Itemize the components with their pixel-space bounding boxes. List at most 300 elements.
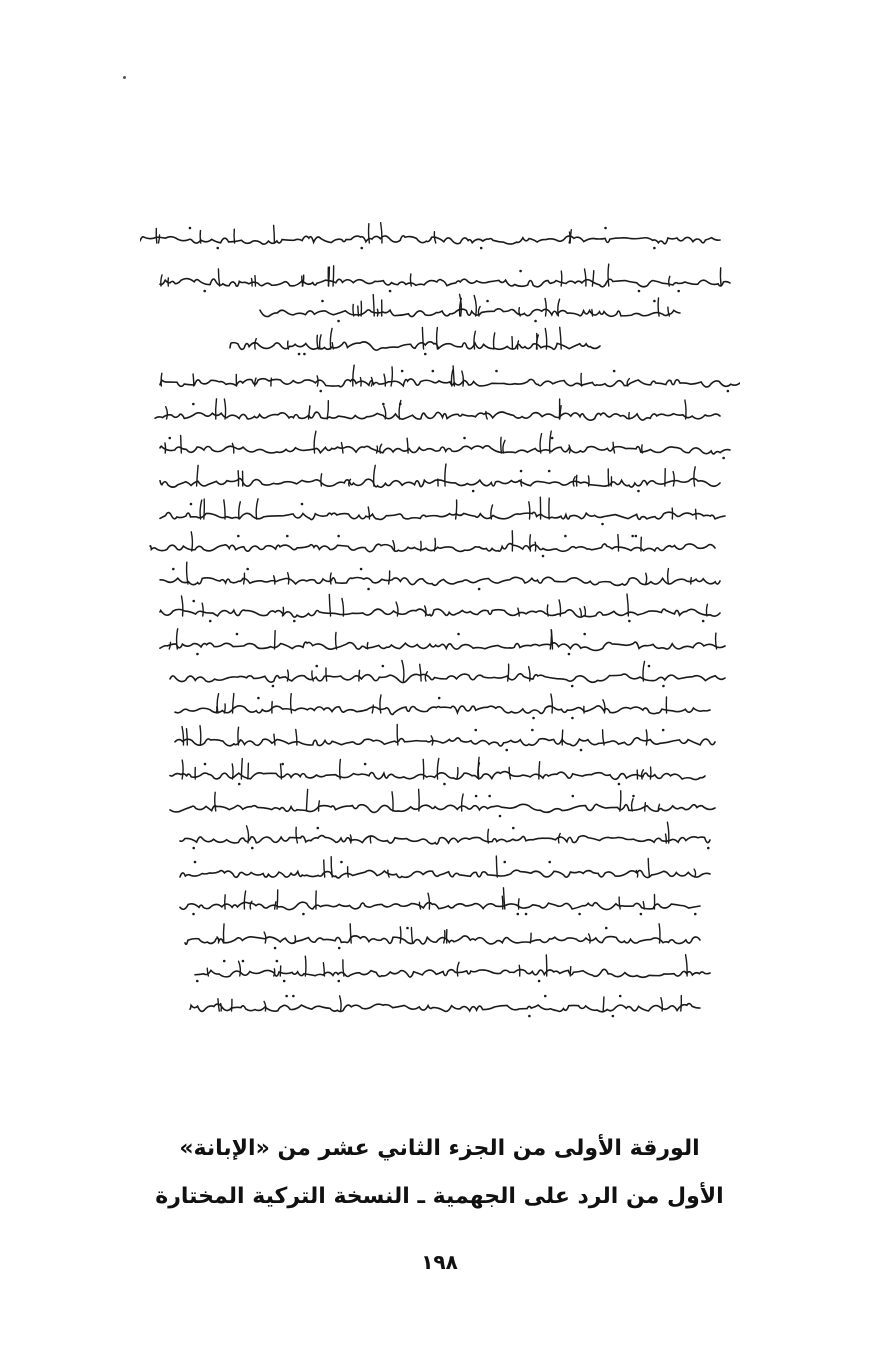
manuscript-dot (538, 980, 541, 983)
manuscript-stroke (580, 608, 581, 616)
manuscript-stroke (255, 339, 256, 349)
manuscript-stroke (239, 961, 241, 976)
manuscript-stroke (502, 896, 503, 909)
manuscript-line (190, 1004, 700, 1012)
manuscript-dot (632, 795, 635, 798)
manuscript-dot (303, 353, 306, 356)
manuscript-dot (204, 763, 207, 766)
manuscript-stroke (217, 694, 218, 713)
manuscript-dot (648, 665, 651, 668)
manuscript-dot (604, 227, 607, 230)
manuscript-stroke (478, 757, 479, 779)
manuscript-stroke (529, 502, 530, 519)
manuscript-dot (677, 290, 680, 293)
manuscript-stroke (592, 271, 593, 286)
manuscript-dot (571, 717, 574, 720)
manuscript-stroke (445, 464, 446, 486)
manuscript-stroke (359, 670, 360, 681)
manuscript-stroke (234, 229, 235, 243)
manuscript-stroke (666, 834, 667, 843)
manuscript-stroke (550, 630, 551, 649)
manuscript-stroke (503, 440, 505, 453)
manuscript-stroke (667, 822, 668, 843)
manuscript-dot (722, 457, 725, 460)
manuscript-stroke (696, 509, 697, 519)
manuscript-stroke (177, 629, 178, 649)
manuscript-stroke (402, 660, 404, 681)
manuscript-dot (662, 729, 665, 732)
manuscript-line (160, 379, 740, 387)
manuscript-stroke (165, 443, 166, 453)
manuscript-dot (203, 290, 206, 293)
manuscript-stroke (377, 309, 378, 316)
manuscript-stroke (444, 931, 445, 943)
manuscript-stroke (181, 435, 182, 453)
manuscript-image (140, 218, 740, 1068)
manuscript-stroke (224, 704, 225, 713)
manuscript-dot (298, 353, 301, 356)
manuscript-dot (613, 370, 616, 373)
manuscript-stroke (358, 306, 359, 316)
manuscript-dot (580, 749, 583, 752)
manuscript-stroke (181, 596, 182, 616)
manuscript-dot (286, 535, 289, 538)
manuscript-dot (364, 763, 367, 766)
manuscript-stroke (343, 960, 344, 976)
manuscript-stroke (661, 998, 662, 1011)
manuscript-dot (274, 947, 277, 950)
manuscript-stroke (659, 924, 660, 943)
manuscript-stroke (207, 968, 208, 976)
manuscript-dot (338, 947, 341, 950)
manuscript-stroke (353, 365, 354, 386)
manuscript-dot (272, 685, 275, 688)
manuscript-dot (457, 633, 460, 636)
manuscript-stroke (331, 857, 332, 877)
manuscript-dot (251, 847, 254, 850)
manuscript-dot (512, 827, 515, 830)
manuscript-stroke (161, 373, 162, 386)
manuscript-dot (192, 847, 195, 850)
manuscript-stroke (296, 729, 297, 745)
manuscript-stroke (324, 860, 325, 877)
manuscript-dot (337, 980, 340, 983)
manuscript-stroke (159, 235, 160, 243)
page-number: ١٩٨ (421, 1250, 458, 1274)
manuscript-dot (635, 535, 638, 538)
manuscript-line (160, 479, 720, 488)
manuscript-stroke (521, 480, 522, 486)
manuscript-stroke (287, 670, 288, 681)
manuscript-stroke (608, 469, 609, 486)
manuscript-stroke (400, 927, 401, 943)
manuscript-dot (551, 437, 554, 440)
manuscript-stroke (518, 899, 519, 909)
manuscript-stroke (545, 298, 546, 316)
manuscript-stroke (584, 607, 585, 616)
manuscript-dot (488, 795, 491, 798)
manuscript-dot (319, 390, 322, 393)
manuscript-stroke (215, 792, 216, 811)
manuscript-stroke (530, 535, 531, 551)
manuscript-dot (406, 927, 409, 930)
manuscript-stroke (319, 801, 320, 811)
manuscript-stroke (588, 476, 589, 486)
manuscript-stroke (350, 835, 351, 843)
manuscript-stroke (374, 465, 376, 486)
manuscript-dot (360, 568, 363, 571)
manuscript-stroke (320, 335, 321, 349)
manuscript-stroke (202, 603, 203, 616)
manuscript-stroke (428, 893, 429, 909)
manuscript-dot (605, 927, 608, 930)
manuscript-stroke (397, 724, 398, 745)
manuscript-dot (571, 685, 574, 688)
manuscript-dot (382, 403, 385, 406)
manuscript-stroke (632, 799, 634, 811)
manuscript-stroke (457, 768, 458, 779)
manuscript-dot (168, 437, 171, 440)
manuscript-line (150, 544, 715, 552)
caption-title: الورقة الأولى من الجزء الثاني عشر من «الإبانة» (179, 1136, 700, 1161)
manuscript-dot (480, 247, 483, 250)
manuscript-dot (475, 795, 478, 798)
manuscript-dot (321, 300, 324, 303)
manuscript-dot (619, 995, 622, 998)
manuscript-stroke (244, 573, 245, 584)
manuscript-stroke (274, 576, 275, 584)
manuscript-dot (662, 685, 665, 688)
manuscript-stroke (589, 934, 591, 943)
manuscript-dot (474, 729, 477, 732)
manuscript-stroke (434, 538, 435, 551)
manuscript-line (175, 738, 715, 746)
manuscript-dot (443, 783, 446, 786)
manuscript-stroke (321, 474, 322, 486)
manuscript-stroke (646, 730, 647, 745)
manuscript-stroke (156, 228, 157, 243)
manuscript-stroke (305, 956, 306, 976)
manuscript-stroke (488, 829, 489, 843)
manuscript-stroke (646, 573, 647, 584)
manuscript-stroke (232, 443, 233, 453)
manuscript-dot (707, 847, 710, 850)
manuscript-stroke (244, 891, 245, 909)
manuscript-stroke (451, 370, 452, 386)
manuscript-stroke (691, 578, 692, 584)
manuscript-stroke (275, 631, 276, 649)
manuscript-stroke (658, 298, 659, 316)
manuscript-line (160, 642, 725, 650)
manuscript-stroke (519, 965, 520, 976)
manuscript-dot (246, 568, 249, 571)
manuscript-stroke (239, 502, 241, 519)
manuscript-stroke (550, 431, 552, 453)
manuscript-stroke (620, 791, 621, 811)
manuscript-stroke (570, 230, 571, 243)
manuscript-stroke (411, 928, 412, 943)
manuscript-stroke (340, 759, 341, 779)
manuscript-dot (578, 913, 581, 916)
manuscript-line (160, 446, 730, 454)
manuscript-stroke (581, 373, 582, 386)
manuscript-stroke (223, 924, 224, 943)
manuscript-dot (389, 290, 392, 293)
manuscript-dot (276, 960, 279, 963)
manuscript-dot (316, 827, 319, 830)
manuscript-dot (631, 535, 634, 538)
manuscript-stroke (530, 933, 531, 943)
manuscript-stroke (603, 997, 604, 1011)
manuscript-stroke (360, 378, 361, 386)
manuscript-stroke (716, 633, 717, 649)
manuscript-stroke (377, 446, 378, 453)
manuscript-line (230, 342, 600, 350)
manuscript-stroke (200, 726, 201, 745)
manuscript-stroke (371, 377, 372, 386)
manuscript-stroke (422, 327, 423, 349)
manuscript-line (180, 870, 710, 878)
manuscript-dot (564, 535, 567, 538)
manuscript-stroke (474, 296, 476, 316)
manuscript-stroke (342, 598, 344, 616)
manuscript-dot (194, 861, 197, 864)
manuscript-stroke (218, 269, 219, 286)
manuscript-stroke (410, 274, 411, 286)
manuscript-stroke (636, 870, 638, 877)
manuscript-stroke (294, 936, 295, 943)
manuscript-stroke (560, 327, 561, 349)
manuscript-stroke (330, 573, 331, 584)
manuscript-dot (283, 980, 286, 983)
manuscript-stroke (333, 266, 334, 286)
manuscript-stroke (392, 792, 393, 811)
manuscript-stroke (570, 967, 571, 976)
manuscript-stroke (277, 890, 278, 909)
manuscript-stroke (264, 932, 266, 943)
manuscript-dot (242, 960, 245, 963)
manuscript-dot (525, 913, 528, 916)
manuscript-stroke (233, 694, 234, 713)
manuscript-stroke (306, 789, 307, 811)
manuscript-stroke (437, 758, 438, 779)
manuscript-dot (548, 470, 551, 473)
manuscript-stroke (608, 264, 609, 286)
manuscript-dot (612, 1015, 615, 1018)
manuscript-dot (337, 535, 340, 538)
manuscript-stroke (720, 268, 721, 286)
manuscript-dot (486, 300, 489, 303)
manuscript-stroke (186, 729, 187, 745)
manuscript-stroke (381, 223, 382, 243)
manuscript-dot (472, 490, 475, 493)
manuscript-dot (192, 600, 195, 603)
manuscript-stroke (650, 767, 651, 779)
manuscript-stroke (681, 996, 682, 1011)
manuscript-stroke (694, 467, 695, 486)
manuscript-dot (360, 247, 363, 250)
manuscript-dot (495, 370, 498, 373)
manuscript-stroke (501, 437, 502, 453)
manuscript-stroke (187, 562, 188, 584)
manuscript-stroke (193, 374, 194, 386)
manuscript-stroke (508, 664, 509, 681)
manuscript-dot (694, 913, 697, 916)
manuscript-dot (463, 437, 466, 440)
manuscript-stroke (457, 962, 459, 976)
manuscript-line (160, 512, 725, 519)
manuscript-dot (638, 290, 641, 293)
manuscript-stroke (182, 760, 183, 779)
manuscript-dot (568, 653, 571, 656)
manuscript-stroke (217, 937, 219, 943)
manuscript-stroke (642, 445, 643, 453)
manuscript-stroke (558, 299, 560, 316)
manuscript-stroke (353, 304, 354, 316)
manuscript-stroke (314, 431, 316, 453)
manuscript-stroke (494, 333, 495, 349)
manuscript-stroke (274, 225, 275, 243)
manuscript-dot (196, 653, 199, 656)
manuscript-stroke (391, 367, 392, 386)
manuscript-stroke (618, 535, 619, 551)
manuscript-stroke (643, 661, 645, 681)
manuscript-stroke (216, 399, 217, 419)
manuscript-dot (542, 555, 545, 558)
manuscript-stroke (648, 859, 649, 877)
manuscript-dot (337, 320, 340, 323)
manuscript-dot (190, 503, 193, 506)
manuscript-dot (399, 403, 402, 406)
manuscript-stroke (250, 901, 252, 909)
manuscript-dot (424, 353, 427, 356)
manuscript-stroke (551, 694, 552, 713)
manuscript-stroke (200, 500, 202, 519)
manuscript-dot (702, 620, 705, 623)
manuscript-dot (531, 729, 534, 732)
manuscript-stroke (326, 668, 327, 681)
manuscript-dot (628, 620, 631, 623)
manuscript-stroke (317, 335, 318, 349)
manuscript-dot (478, 588, 481, 591)
manuscript-stroke (673, 472, 674, 486)
manuscript-line (260, 309, 680, 317)
manuscript-stroke (197, 465, 198, 486)
manuscript-stroke (558, 833, 560, 843)
manuscript-dot (637, 490, 640, 493)
manuscript-stroke (669, 276, 670, 286)
manuscript-dot (503, 861, 506, 864)
manuscript-stroke (668, 569, 669, 584)
manuscript-stroke (166, 407, 168, 419)
manuscript-dot (367, 588, 370, 591)
manuscript-stroke (437, 328, 438, 349)
manuscript-stroke (389, 571, 390, 584)
manuscript-stroke (421, 541, 422, 551)
manuscript-stroke (585, 269, 586, 286)
manuscript-dot (192, 403, 195, 406)
manuscript-stroke (350, 924, 351, 943)
manuscript-stroke (282, 607, 283, 616)
manuscript-stroke (619, 897, 620, 909)
manuscript-dot (281, 763, 284, 766)
manuscript-stroke (274, 734, 275, 745)
manuscript-line (160, 609, 720, 617)
manuscript-dot (196, 980, 199, 983)
manuscript-stroke (367, 643, 368, 649)
manuscript-dot (301, 503, 304, 506)
manuscript-dot (519, 270, 522, 273)
manuscript-stroke (519, 308, 520, 316)
manuscript-stroke (238, 727, 239, 745)
manuscript-dot (257, 697, 260, 700)
manuscript-dot (340, 861, 343, 864)
manuscript-stroke (694, 869, 695, 877)
manuscript-dot (223, 960, 226, 963)
manuscript-dot (601, 523, 604, 526)
manuscript-handwriting (140, 218, 740, 1068)
manuscript-stroke (474, 331, 475, 349)
manuscript-line (155, 412, 720, 420)
manuscript-stroke (288, 341, 289, 349)
manuscript-stroke (462, 794, 464, 811)
manuscript-stroke (372, 705, 373, 713)
manuscript-dot (544, 995, 547, 998)
manuscript-dot (189, 227, 192, 230)
manuscript-stroke (420, 664, 421, 681)
manuscript-dot (438, 697, 441, 700)
manuscript-stroke (330, 328, 332, 349)
manuscript-dot (382, 665, 385, 668)
manuscript-dot (238, 783, 241, 786)
manuscript-dot (237, 535, 240, 538)
manuscript-stroke (370, 836, 371, 843)
manuscript-dot (216, 247, 219, 250)
manuscript-line (185, 936, 700, 944)
manuscript-stroke (191, 532, 192, 551)
manuscript-dot (499, 815, 502, 818)
manuscript-dot (302, 913, 305, 916)
manuscript-dot (532, 717, 535, 720)
manuscript-stroke (221, 1004, 222, 1011)
manuscript-stroke (336, 632, 337, 649)
manuscript-stroke (200, 231, 201, 243)
manuscript-stroke (380, 695, 381, 713)
manuscript-dot (640, 913, 643, 916)
manuscript-dot (571, 795, 574, 798)
manuscript-stroke (518, 608, 519, 616)
manuscript-dot (520, 470, 523, 473)
manuscript-stroke (592, 310, 593, 316)
manuscript-stroke (645, 803, 646, 811)
manuscript-stroke (218, 999, 219, 1011)
manuscript-line (195, 969, 710, 977)
manuscript-stroke (561, 271, 562, 286)
manuscript-stroke (496, 856, 497, 877)
manuscript-stroke (369, 224, 370, 243)
manuscript-stroke (462, 371, 464, 386)
manuscript-stroke (296, 827, 297, 843)
manuscript-line (175, 706, 710, 715)
manuscript-line (170, 804, 715, 812)
manuscript-stroke (547, 605, 548, 616)
manuscript-dot (618, 783, 621, 786)
manuscript-stroke (340, 996, 341, 1011)
manuscript-line (180, 902, 700, 909)
manuscript-line (180, 836, 710, 844)
manuscript-dot (401, 370, 404, 373)
manuscript-dot (727, 390, 730, 393)
